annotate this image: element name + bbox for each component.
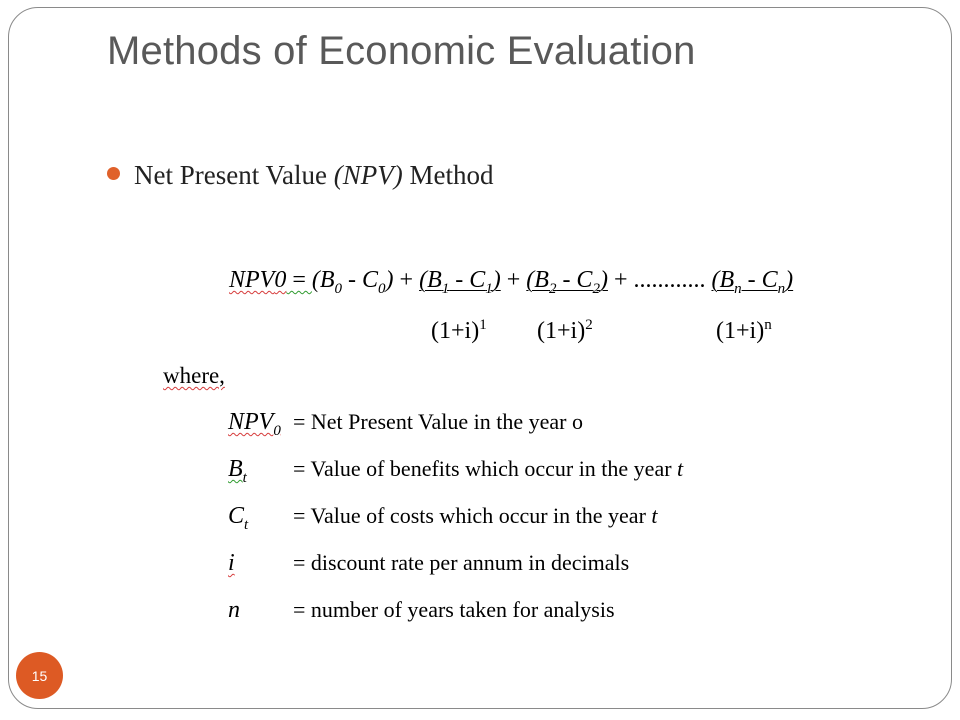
formula-term2: $(B_2 - C_2)$ <box>526 267 608 297</box>
formula-term1: $(B_1 - C_1)$ <box>419 267 501 297</box>
formula-lhs: NPV0 <box>229 267 287 293</box>
formula-plus: + <box>393 267 420 293</box>
definition-row <box>155 550 795 582</box>
definition-text: = number of years taken for analysis <box>293 597 615 622</box>
page-number-badge: 15 <box>16 652 63 699</box>
definition-text: = discount rate per annum in decimals <box>293 550 630 575</box>
definition-text: = Net Present Value in the year o <box>293 409 583 434</box>
definition-symbol: $C_t$ <box>228 503 249 533</box>
formula-plus: + <box>500 267 527 293</box>
definition-symbol: n <box>228 597 240 623</box>
definition-text: = Value of benefits which occur in the year t <box>293 456 684 481</box>
bullet-text-end: Method <box>402 160 494 190</box>
slide-title: Methods of Economic Evaluation <box>107 29 696 73</box>
definition-text: = Value of costs which occur in the year t <box>293 503 658 528</box>
formula-ellipsis: + ............ <box>607 267 706 293</box>
definition-row <box>155 409 795 441</box>
where-label: where, <box>163 363 225 388</box>
bullet-text-abbrev: (NPV) <box>333 160 403 190</box>
formula-denominator-1: $(1+i)^1$ <box>431 317 487 344</box>
npv-formula-image <box>155 255 795 635</box>
definition-row <box>155 597 795 629</box>
bullet-dot-icon <box>107 167 120 180</box>
formula-numerator <box>229 267 793 298</box>
formula-denominator-n: $(1+i)^n$ <box>716 317 772 344</box>
formula-equals: = <box>286 267 312 293</box>
definition-row <box>155 503 795 535</box>
bullet-text-start: Net Present Value <box>134 160 334 190</box>
definition-symbol: i <box>228 550 235 576</box>
definition-row <box>155 456 795 488</box>
formula-termn: $(B_n - C_n)$ <box>711 267 794 297</box>
definition-symbol: $NPV_0$ <box>228 409 281 439</box>
definition-symbol: $B_t$ <box>228 456 247 486</box>
formula-denominator-2: $(1+i)^2$ <box>537 317 593 344</box>
formula-term0: $(B_0 - C_0)$ <box>311 267 394 297</box>
bullet-item <box>107 160 493 191</box>
